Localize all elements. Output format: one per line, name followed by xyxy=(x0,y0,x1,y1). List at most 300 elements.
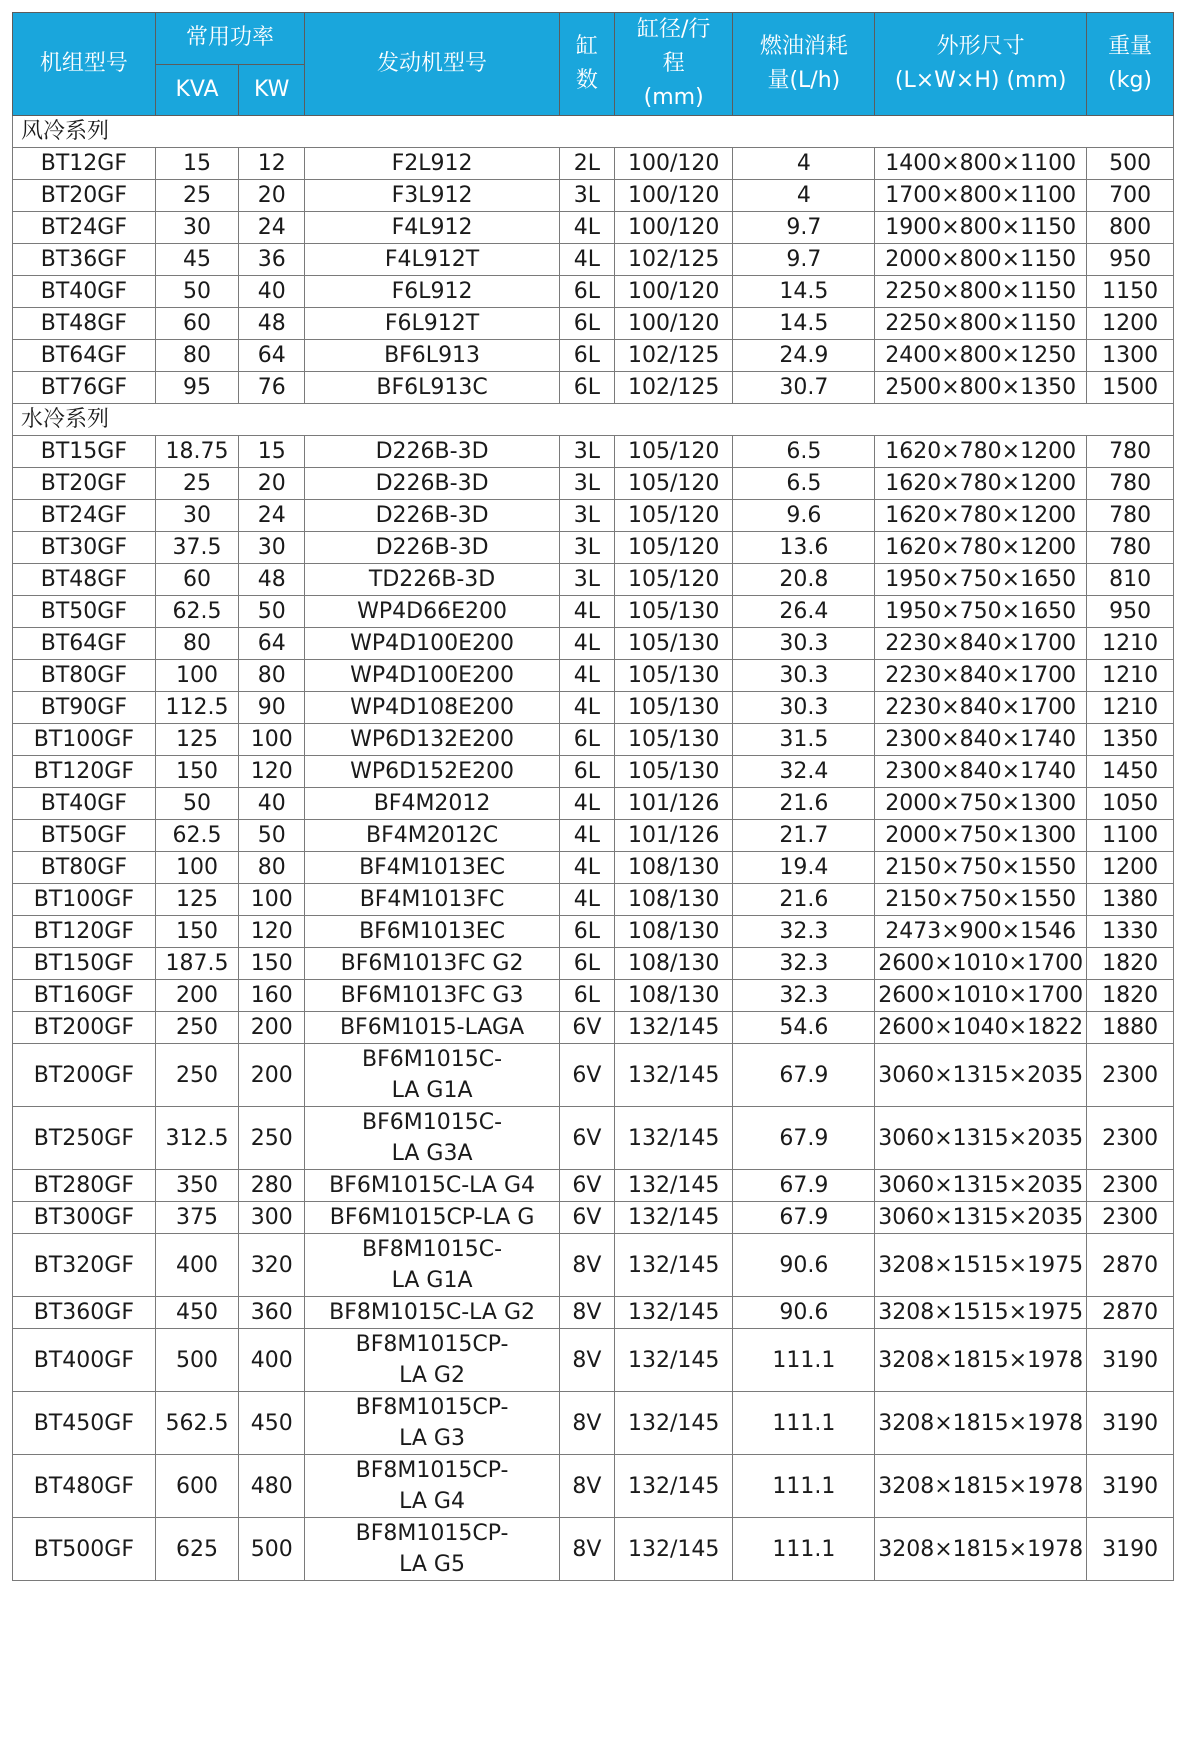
cell-kw: 80 xyxy=(239,660,305,692)
cell-weight: 1450 xyxy=(1087,756,1174,788)
cell-model: BT120GF xyxy=(13,756,156,788)
cell-engine xyxy=(305,980,560,1012)
cell-weight: 3190 xyxy=(1087,1518,1174,1581)
cell-weight: 2870 xyxy=(1087,1234,1174,1297)
cell-bore: 108/130 xyxy=(614,884,733,916)
table-row xyxy=(13,692,1174,724)
header-fuel: 燃油消耗 量(L/h) xyxy=(733,13,875,116)
cell-kw: 400 xyxy=(239,1329,305,1392)
cell-kw: 300 xyxy=(239,1202,305,1234)
table-row xyxy=(13,1455,1174,1518)
engine-line: LA G1A xyxy=(391,1078,473,1103)
cell-fuel: 30.3 xyxy=(733,628,875,660)
engine-line: BF6M1015C-LA G4 xyxy=(329,1173,535,1198)
engine-line: WP6D152E200 xyxy=(350,759,514,784)
cell-kw: 12 xyxy=(239,148,305,180)
table-row xyxy=(13,628,1174,660)
cell-kva: 50 xyxy=(155,276,238,308)
table-header xyxy=(13,13,1174,116)
cell-model: BT320GF xyxy=(13,1234,156,1297)
cell-fuel: 32.4 xyxy=(733,756,875,788)
cell-bore: 105/130 xyxy=(614,756,733,788)
cell-weight: 1820 xyxy=(1087,980,1174,1012)
cell-kva: 150 xyxy=(155,756,238,788)
cell-kva: 250 xyxy=(155,1012,238,1044)
cell-dim: 3208×1515×1975 xyxy=(875,1234,1087,1297)
cell-bore: 132/145 xyxy=(614,1392,733,1455)
cell-kw: 480 xyxy=(239,1455,305,1518)
cell-engine xyxy=(305,180,560,212)
cell-kw: 280 xyxy=(239,1170,305,1202)
table-row xyxy=(13,1107,1174,1170)
cell-engine xyxy=(305,948,560,980)
cell-fuel: 21.6 xyxy=(733,884,875,916)
cell-weight: 1300 xyxy=(1087,340,1174,372)
cell-bore: 105/130 xyxy=(614,596,733,628)
cell-engine xyxy=(305,1297,560,1329)
cell-bore: 105/130 xyxy=(614,660,733,692)
cell-cyl: 6L xyxy=(559,276,614,308)
cell-model: BT24GF xyxy=(13,500,156,532)
cell-model: BT64GF xyxy=(13,628,156,660)
cell-fuel: 111.1 xyxy=(733,1392,875,1455)
cell-fuel: 13.6 xyxy=(733,532,875,564)
cell-kva: 112.5 xyxy=(155,692,238,724)
cell-kw: 500 xyxy=(239,1518,305,1581)
cell-kva: 562.5 xyxy=(155,1392,238,1455)
cell-kva: 80 xyxy=(155,340,238,372)
cell-bore: 132/145 xyxy=(614,1297,733,1329)
cell-model: BT280GF xyxy=(13,1170,156,1202)
cell-kw: 160 xyxy=(239,980,305,1012)
engine-line: BF4M1013EC xyxy=(359,855,506,880)
cell-bore: 101/126 xyxy=(614,820,733,852)
cell-fuel: 111.1 xyxy=(733,1329,875,1392)
cell-fuel: 90.6 xyxy=(733,1234,875,1297)
cell-dim: 3208×1815×1978 xyxy=(875,1392,1087,1455)
cell-kva: 45 xyxy=(155,244,238,276)
cell-model: BT12GF xyxy=(13,148,156,180)
cell-cyl: 4L xyxy=(559,596,614,628)
cell-kva: 18.75 xyxy=(155,436,238,468)
generator-spec-table xyxy=(12,12,1174,1581)
cell-model: BT200GF xyxy=(13,1012,156,1044)
cell-weight: 1330 xyxy=(1087,916,1174,948)
engine-line: TD226B-3D xyxy=(368,567,496,592)
cell-fuel: 9.7 xyxy=(733,244,875,276)
engine-line: BF8M1015CP- xyxy=(355,1521,509,1546)
cell-kw: 20 xyxy=(239,468,305,500)
cell-kva: 187.5 xyxy=(155,948,238,980)
cell-kw: 48 xyxy=(239,564,305,596)
table-row xyxy=(13,596,1174,628)
cell-kw: 50 xyxy=(239,820,305,852)
cell-dim: 2250×800×1150 xyxy=(875,276,1087,308)
table-row xyxy=(13,1234,1174,1297)
cell-weight: 1380 xyxy=(1087,884,1174,916)
cell-kva: 450 xyxy=(155,1297,238,1329)
cell-kva: 80 xyxy=(155,628,238,660)
cell-bore: 105/120 xyxy=(614,436,733,468)
cell-weight: 1210 xyxy=(1087,660,1174,692)
cell-engine xyxy=(305,436,560,468)
engine-line: BF8M1015CP- xyxy=(355,1332,509,1357)
cell-weight: 780 xyxy=(1087,468,1174,500)
cell-cyl: 3L xyxy=(559,180,614,212)
cell-kw: 250 xyxy=(239,1107,305,1170)
cell-cyl: 4L xyxy=(559,884,614,916)
cell-model: BT400GF xyxy=(13,1329,156,1392)
cell-fuel: 24.9 xyxy=(733,340,875,372)
table-row xyxy=(13,852,1174,884)
cell-dim: 1620×780×1200 xyxy=(875,500,1087,532)
header-weight: 重量 (kg) xyxy=(1087,13,1174,116)
cell-kw: 200 xyxy=(239,1044,305,1107)
cell-bore: 132/145 xyxy=(614,1044,733,1107)
cell-kw: 150 xyxy=(239,948,305,980)
cell-fuel: 20.8 xyxy=(733,564,875,596)
table-row xyxy=(13,916,1174,948)
engine-line: D226B-3D xyxy=(375,439,489,464)
cell-cyl: 6L xyxy=(559,916,614,948)
table-row xyxy=(13,372,1174,404)
table-row xyxy=(13,1044,1174,1107)
table-row xyxy=(13,180,1174,212)
cell-dim: 3208×1815×1978 xyxy=(875,1518,1087,1581)
cell-bore: 102/125 xyxy=(614,244,733,276)
cell-model: BT50GF xyxy=(13,820,156,852)
cell-bore: 105/120 xyxy=(614,532,733,564)
cell-model: BT48GF xyxy=(13,308,156,340)
engine-line: BF8M1015C- xyxy=(362,1237,503,1262)
cell-engine xyxy=(305,468,560,500)
cell-model: BT90GF xyxy=(13,692,156,724)
table-row xyxy=(13,756,1174,788)
cell-cyl: 6L xyxy=(559,756,614,788)
cell-cyl: 3L xyxy=(559,436,614,468)
cell-kw: 120 xyxy=(239,756,305,788)
cell-fuel: 67.9 xyxy=(733,1170,875,1202)
cell-kva: 37.5 xyxy=(155,532,238,564)
cell-engine xyxy=(305,916,560,948)
cell-engine xyxy=(305,1202,560,1234)
engine-line: BF6M1015C- xyxy=(362,1110,503,1135)
cell-dim: 3208×1815×1978 xyxy=(875,1329,1087,1392)
cell-model: BT250GF xyxy=(13,1107,156,1170)
cell-dim: 1620×780×1200 xyxy=(875,468,1087,500)
cell-cyl: 6L xyxy=(559,724,614,756)
cell-engine xyxy=(305,276,560,308)
cell-cyl: 6L xyxy=(559,948,614,980)
cell-dim: 1950×750×1650 xyxy=(875,596,1087,628)
engine-line: F3L912 xyxy=(391,183,473,208)
cell-dim: 2000×750×1300 xyxy=(875,788,1087,820)
cell-kva: 375 xyxy=(155,1202,238,1234)
table-row xyxy=(13,948,1174,980)
cell-cyl: 4L xyxy=(559,244,614,276)
cell-fuel: 67.9 xyxy=(733,1202,875,1234)
cell-weight: 1200 xyxy=(1087,852,1174,884)
cell-kva: 625 xyxy=(155,1518,238,1581)
engine-line: BF6M1013FC G3 xyxy=(340,983,524,1008)
cell-dim: 2600×1010×1700 xyxy=(875,948,1087,980)
cell-bore: 100/120 xyxy=(614,212,733,244)
cell-kw: 360 xyxy=(239,1297,305,1329)
table-row xyxy=(13,884,1174,916)
cell-engine xyxy=(305,1044,560,1107)
cell-engine xyxy=(305,1518,560,1581)
cell-bore: 105/130 xyxy=(614,692,733,724)
cell-kw: 24 xyxy=(239,500,305,532)
cell-kw: 90 xyxy=(239,692,305,724)
cell-kw: 64 xyxy=(239,340,305,372)
cell-dim: 2300×840×1740 xyxy=(875,724,1087,756)
cell-kva: 50 xyxy=(155,788,238,820)
cell-cyl: 8V xyxy=(559,1329,614,1392)
engine-line: WP4D100E200 xyxy=(350,631,514,656)
header-kw: KW xyxy=(239,64,305,116)
engine-line: F4L912 xyxy=(391,215,473,240)
cell-cyl: 8V xyxy=(559,1455,614,1518)
section-title: 风冷系列 xyxy=(13,116,1174,148)
cell-dim: 2600×1010×1700 xyxy=(875,980,1087,1012)
cell-kva: 62.5 xyxy=(155,596,238,628)
cell-fuel: 32.3 xyxy=(733,980,875,1012)
table-row xyxy=(13,788,1174,820)
cell-model: BT50GF xyxy=(13,596,156,628)
cell-kw: 200 xyxy=(239,1012,305,1044)
cell-cyl: 6L xyxy=(559,340,614,372)
cell-bore: 105/120 xyxy=(614,500,733,532)
cell-kva: 15 xyxy=(155,148,238,180)
cell-model: BT150GF xyxy=(13,948,156,980)
cell-dim: 2300×840×1740 xyxy=(875,756,1087,788)
engine-line: WP4D108E200 xyxy=(350,695,514,720)
cell-model: BT160GF xyxy=(13,980,156,1012)
cell-model: BT300GF xyxy=(13,1202,156,1234)
cell-engine xyxy=(305,628,560,660)
table-row xyxy=(13,1297,1174,1329)
engine-line: BF6M1015C- xyxy=(362,1047,503,1072)
cell-engine xyxy=(305,596,560,628)
cell-engine xyxy=(305,1392,560,1455)
header-engine: 发动机型号 xyxy=(305,13,560,116)
cell-kw: 40 xyxy=(239,276,305,308)
cell-dim: 3208×1515×1975 xyxy=(875,1297,1087,1329)
cell-weight: 2300 xyxy=(1087,1044,1174,1107)
cell-cyl: 2L xyxy=(559,148,614,180)
table-row xyxy=(13,148,1174,180)
table-row xyxy=(13,468,1174,500)
cell-cyl: 6L xyxy=(559,308,614,340)
cell-fuel: 32.3 xyxy=(733,916,875,948)
cell-kva: 312.5 xyxy=(155,1107,238,1170)
cell-weight: 1210 xyxy=(1087,628,1174,660)
cell-cyl: 8V xyxy=(559,1297,614,1329)
engine-line: F2L912 xyxy=(391,151,473,176)
cell-weight: 500 xyxy=(1087,148,1174,180)
cell-cyl: 8V xyxy=(559,1234,614,1297)
cell-fuel: 54.6 xyxy=(733,1012,875,1044)
engine-line: BF4M1013FC xyxy=(359,887,505,912)
cell-engine xyxy=(305,660,560,692)
cell-weight: 950 xyxy=(1087,596,1174,628)
cell-cyl: 4L xyxy=(559,788,614,820)
cell-cyl: 4L xyxy=(559,692,614,724)
cell-kva: 60 xyxy=(155,308,238,340)
engine-line: BF4M2012C xyxy=(366,823,499,848)
cell-engine xyxy=(305,244,560,276)
cell-model: BT80GF xyxy=(13,852,156,884)
cell-engine xyxy=(305,1170,560,1202)
cell-weight: 1050 xyxy=(1087,788,1174,820)
table-row xyxy=(13,980,1174,1012)
cell-bore: 105/120 xyxy=(614,564,733,596)
cell-cyl: 6V xyxy=(559,1170,614,1202)
table-body xyxy=(13,116,1174,1581)
engine-line: LA G1A xyxy=(391,1268,473,1293)
cell-bore: 108/130 xyxy=(614,852,733,884)
cell-engine xyxy=(305,788,560,820)
cell-model: BT15GF xyxy=(13,436,156,468)
cell-cyl: 3L xyxy=(559,532,614,564)
cell-kw: 50 xyxy=(239,596,305,628)
engine-line: BF6M1015-LAGA xyxy=(339,1015,525,1040)
section-row xyxy=(13,404,1174,436)
cell-weight: 1350 xyxy=(1087,724,1174,756)
cell-bore: 132/145 xyxy=(614,1518,733,1581)
cell-engine xyxy=(305,308,560,340)
cell-model: BT24GF xyxy=(13,212,156,244)
cell-dim: 1620×780×1200 xyxy=(875,436,1087,468)
cell-model: BT40GF xyxy=(13,276,156,308)
cell-model: BT20GF xyxy=(13,180,156,212)
cell-weight: 2300 xyxy=(1087,1107,1174,1170)
table-row xyxy=(13,1392,1174,1455)
cell-weight: 1150 xyxy=(1087,276,1174,308)
cell-model: BT100GF xyxy=(13,884,156,916)
cell-bore: 102/125 xyxy=(614,372,733,404)
cell-model: BT30GF xyxy=(13,532,156,564)
cell-model: BT120GF xyxy=(13,916,156,948)
engine-line: WP6D132E200 xyxy=(350,727,514,752)
cell-kva: 62.5 xyxy=(155,820,238,852)
cell-dim: 3060×1315×2035 xyxy=(875,1044,1087,1107)
cell-dim: 2473×900×1546 xyxy=(875,916,1087,948)
table-row xyxy=(13,1518,1174,1581)
cell-kw: 48 xyxy=(239,308,305,340)
cell-kw: 120 xyxy=(239,916,305,948)
engine-line: BF6L913C xyxy=(376,375,488,400)
cell-weight: 1500 xyxy=(1087,372,1174,404)
cell-kva: 100 xyxy=(155,660,238,692)
cell-kw: 320 xyxy=(239,1234,305,1297)
cell-kva: 95 xyxy=(155,372,238,404)
cell-dim: 2230×840×1700 xyxy=(875,692,1087,724)
cell-engine xyxy=(305,884,560,916)
cell-fuel: 67.9 xyxy=(733,1107,875,1170)
table-row xyxy=(13,820,1174,852)
cell-dim: 2230×840×1700 xyxy=(875,660,1087,692)
cell-engine xyxy=(305,148,560,180)
cell-weight: 950 xyxy=(1087,244,1174,276)
cell-model: BT480GF xyxy=(13,1455,156,1518)
table-row xyxy=(13,532,1174,564)
cell-kva: 125 xyxy=(155,884,238,916)
cell-cyl: 6V xyxy=(559,1107,614,1170)
header-power-group: 常用功率 xyxy=(155,13,304,65)
cell-model: BT100GF xyxy=(13,724,156,756)
cell-cyl: 8V xyxy=(559,1518,614,1581)
cell-engine xyxy=(305,532,560,564)
cell-weight: 3190 xyxy=(1087,1455,1174,1518)
table-row xyxy=(13,244,1174,276)
table-row xyxy=(13,276,1174,308)
cell-kva: 25 xyxy=(155,468,238,500)
cell-engine xyxy=(305,340,560,372)
header-kva: KVA xyxy=(155,64,238,116)
cell-cyl: 6L xyxy=(559,980,614,1012)
cell-kva: 250 xyxy=(155,1044,238,1107)
cell-kva: 400 xyxy=(155,1234,238,1297)
cell-bore: 108/130 xyxy=(614,948,733,980)
table-row xyxy=(13,1170,1174,1202)
cell-fuel: 30.3 xyxy=(733,692,875,724)
engine-line: D226B-3D xyxy=(375,471,489,496)
cell-cyl: 4L xyxy=(559,852,614,884)
cell-fuel: 6.5 xyxy=(733,436,875,468)
cell-dim: 3060×1315×2035 xyxy=(875,1107,1087,1170)
cell-bore: 100/120 xyxy=(614,308,733,340)
cell-weight: 780 xyxy=(1087,436,1174,468)
cell-fuel: 14.5 xyxy=(733,276,875,308)
engine-line: D226B-3D xyxy=(375,503,489,528)
cell-engine xyxy=(305,820,560,852)
cell-engine xyxy=(305,1107,560,1170)
engine-line: BF8M1015CP- xyxy=(355,1458,509,1483)
cell-cyl: 4L xyxy=(559,820,614,852)
cell-engine xyxy=(305,756,560,788)
cell-weight: 1200 xyxy=(1087,308,1174,340)
cell-kw: 30 xyxy=(239,532,305,564)
cell-kw: 20 xyxy=(239,180,305,212)
cell-fuel: 6.5 xyxy=(733,468,875,500)
engine-line: LA G3 xyxy=(399,1426,465,1451)
cell-bore: 132/145 xyxy=(614,1234,733,1297)
table-row xyxy=(13,340,1174,372)
table-row xyxy=(13,1202,1174,1234)
cell-kw: 40 xyxy=(239,788,305,820)
cell-model: BT40GF xyxy=(13,788,156,820)
cell-cyl: 4L xyxy=(559,660,614,692)
cell-kva: 150 xyxy=(155,916,238,948)
cell-cyl: 4L xyxy=(559,212,614,244)
cell-dim: 2150×750×1550 xyxy=(875,852,1087,884)
cell-engine xyxy=(305,1012,560,1044)
table-row xyxy=(13,660,1174,692)
cell-kw: 76 xyxy=(239,372,305,404)
cell-kva: 25 xyxy=(155,180,238,212)
cell-fuel: 111.1 xyxy=(733,1455,875,1518)
cell-engine xyxy=(305,500,560,532)
cell-kva: 500 xyxy=(155,1329,238,1392)
cell-weight: 1100 xyxy=(1087,820,1174,852)
header-dimensions: 外形尺寸 (L×W×H) (mm) xyxy=(875,13,1087,116)
cell-bore: 102/125 xyxy=(614,340,733,372)
cell-weight: 810 xyxy=(1087,564,1174,596)
cell-engine xyxy=(305,1455,560,1518)
cell-dim: 2600×1040×1822 xyxy=(875,1012,1087,1044)
